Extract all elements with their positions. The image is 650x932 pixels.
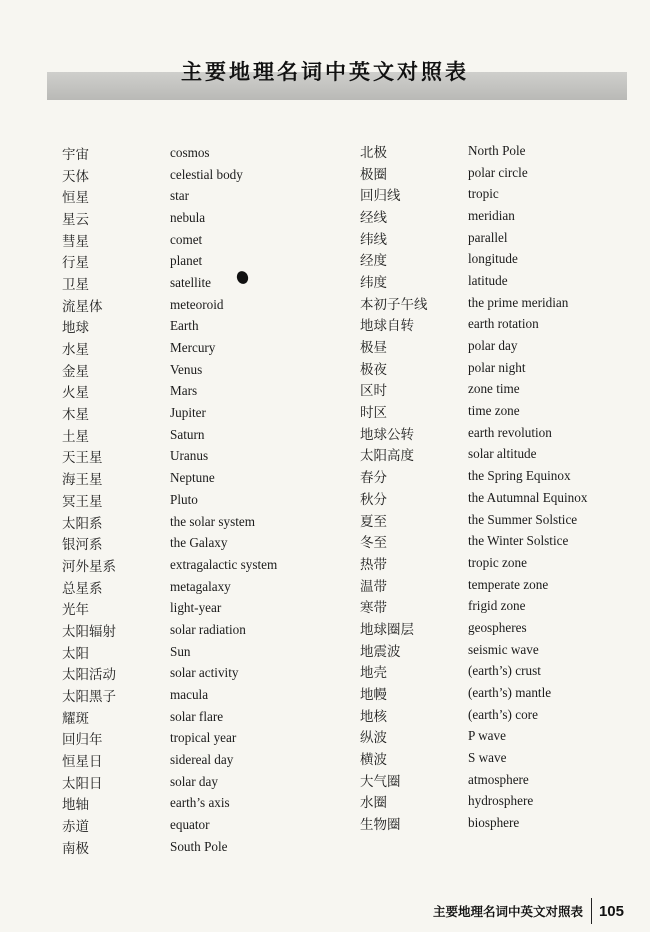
term-chinese: 太阳辐射 (62, 623, 116, 640)
term-english: polar day (468, 338, 518, 354)
term-chinese: 横波 (360, 752, 387, 769)
glossary-row (360, 205, 587, 227)
term-chinese: 星云 (62, 211, 89, 228)
glossary-row (360, 227, 587, 249)
glossary-row (62, 381, 277, 403)
page-number: 105 (598, 902, 624, 920)
term-chinese: 行星 (62, 255, 89, 272)
term-english: (earth’s) mantle (468, 685, 552, 701)
glossary-row (62, 337, 277, 359)
glossary-row (360, 292, 587, 314)
term-chinese: 太阳系 (62, 515, 103, 532)
term-chinese: 恒星 (62, 190, 89, 207)
glossary-row (360, 400, 587, 422)
glossary-row (360, 552, 587, 574)
term-chinese: 太阳活动 (62, 667, 116, 684)
glossary-row (360, 791, 587, 813)
glossary-row (62, 229, 277, 251)
glossary-row (360, 162, 587, 184)
term-chinese: 天体 (62, 168, 89, 185)
term-english: Uranus (170, 448, 209, 464)
glossary-row (62, 641, 277, 663)
glossary-row (360, 465, 587, 487)
term-english: the prime meridian (468, 294, 569, 310)
term-chinese: 地核 (360, 708, 387, 725)
glossary-row (360, 747, 587, 769)
term-english: latitude (468, 272, 508, 288)
term-chinese: 地球公转 (360, 426, 414, 443)
term-english: Jupiter (170, 405, 206, 421)
term-english: zone time (468, 381, 520, 397)
glossary-row (360, 661, 587, 683)
glossary-row (62, 532, 277, 554)
term-english: Pluto (170, 491, 198, 507)
term-chinese: 金星 (62, 363, 89, 380)
term-english: longitude (468, 251, 518, 267)
term-english: earth rotation (468, 316, 539, 332)
term-chinese: 生物圈 (360, 817, 401, 834)
term-english: extragalactic system (170, 556, 278, 572)
term-chinese: 寒带 (360, 600, 387, 617)
term-english: macula (170, 687, 209, 703)
term-chinese: 极夜 (360, 361, 387, 378)
term-chinese: 银河系 (62, 537, 103, 554)
term-chinese: 耀斑 (62, 710, 89, 727)
glossary-row (62, 814, 277, 836)
term-english: cosmos (170, 144, 210, 160)
term-english: Neptune (170, 470, 215, 486)
glossary-row (62, 793, 277, 815)
term-english: geospheres (468, 619, 527, 635)
term-chinese: 太阳日 (62, 775, 103, 792)
glossary-row (360, 530, 587, 552)
term-english: solar day (170, 773, 218, 789)
term-chinese: 水星 (62, 342, 89, 359)
term-chinese: 太阳 (62, 645, 89, 662)
term-chinese: 秋分 (360, 491, 387, 508)
glossary-row (62, 836, 277, 858)
term-chinese: 光年 (62, 602, 89, 619)
term-chinese: 时区 (360, 405, 387, 422)
glossary-row (360, 248, 587, 270)
term-english: hydrosphere (468, 793, 534, 809)
term-english: P wave (468, 728, 506, 744)
term-chinese: 地幔 (360, 687, 387, 704)
glossary-row (360, 574, 587, 596)
term-english: planet (170, 253, 203, 269)
term-english: biosphere (468, 815, 520, 831)
glossary-row (360, 726, 587, 748)
term-chinese: 地球自转 (360, 318, 414, 335)
term-chinese: 经线 (360, 209, 387, 226)
term-english: meridian (468, 207, 515, 223)
term-english: North Pole (468, 142, 526, 158)
term-chinese: 太阳高度 (360, 448, 414, 465)
term-english: tropical year (170, 730, 237, 746)
term-chinese: 大气圈 (360, 773, 401, 790)
term-chinese: 总星系 (62, 580, 103, 597)
glossary-row (62, 684, 277, 706)
term-english: the Winter Solstice (468, 533, 569, 549)
glossary-row (62, 706, 277, 728)
term-chinese: 赤道 (62, 819, 89, 836)
term-english: solar radiation (170, 621, 246, 637)
glossary-row (62, 467, 277, 489)
glossary-row (62, 250, 277, 272)
term-english: the solar system (170, 513, 255, 529)
term-english: solar flare (170, 708, 224, 724)
term-chinese: 流星体 (62, 298, 103, 315)
term-chinese: 木星 (62, 407, 89, 424)
term-english: comet (170, 231, 203, 247)
glossary-row (62, 576, 277, 598)
glossary-row (62, 663, 277, 685)
glossary-row (360, 140, 587, 162)
glossary-row (360, 617, 587, 639)
term-english: frigid zone (468, 598, 526, 614)
glossary-row (62, 619, 277, 641)
running-title: 主要地理名词中英文对照表 (432, 904, 583, 919)
term-english: meteoroid (170, 296, 224, 312)
glossary-row (62, 597, 277, 619)
glossary-row (360, 314, 587, 336)
term-chinese: 太阳黑子 (62, 689, 116, 706)
term-chinese: 卫星 (62, 276, 89, 293)
term-english: parallel (468, 229, 508, 245)
term-english: sidereal day (170, 752, 234, 768)
term-chinese: 北极 (360, 144, 387, 161)
glossary-row (360, 270, 587, 292)
term-english: Sun (170, 643, 191, 659)
glossary-row (62, 402, 277, 424)
term-english: the Galaxy (170, 535, 228, 551)
glossary-row (62, 511, 277, 533)
term-chinese: 纵波 (360, 730, 387, 747)
term-english: Mars (170, 383, 198, 399)
glossary-row (62, 424, 277, 446)
glossary-row (360, 639, 587, 661)
term-english: solar altitude (468, 446, 537, 462)
glossary-row (62, 489, 277, 511)
term-english: temperate zone (468, 576, 549, 592)
glossary-row (62, 359, 277, 381)
term-chinese: 水圈 (360, 795, 387, 812)
term-english: Saturn (170, 426, 205, 442)
glossary-row (360, 183, 587, 205)
term-english: (earth’s) core (468, 706, 538, 722)
glossary-row (62, 749, 277, 771)
term-english: polar circle (468, 164, 528, 180)
term-english: Earth (170, 318, 199, 334)
term-chinese: 宇宙 (62, 146, 89, 163)
page-footer (433, 898, 624, 924)
glossary-row (62, 207, 277, 229)
term-chinese: 温带 (360, 578, 387, 595)
term-chinese: 经度 (360, 253, 387, 270)
term-english: the Autumnal Equinox (468, 489, 588, 505)
glossary-column-right (360, 140, 587, 834)
term-chinese: 南极 (62, 840, 89, 857)
term-chinese: 热带 (360, 556, 387, 573)
term-english: equator (170, 817, 210, 833)
term-english: earth revolution (468, 424, 552, 440)
glossary-row (360, 357, 587, 379)
term-english: star (170, 188, 190, 204)
term-english: S wave (468, 750, 507, 766)
glossary-row (62, 554, 277, 576)
term-english: atmosphere (468, 771, 529, 787)
term-english: metagalaxy (170, 578, 231, 594)
term-chinese: 极昼 (360, 340, 387, 357)
term-chinese: 地壳 (360, 665, 387, 682)
term-chinese: 区时 (360, 383, 387, 400)
glossary-row (360, 422, 587, 444)
glossary-row (360, 595, 587, 617)
term-english: polar night (468, 359, 526, 375)
glossary-row (360, 444, 587, 466)
term-chinese: 土星 (62, 428, 89, 445)
glossary-row (360, 379, 587, 401)
term-english: the Spring Equinox (468, 468, 571, 484)
glossary-row (62, 316, 277, 338)
glossary-row (62, 294, 277, 316)
term-chinese: 回归线 (360, 188, 401, 205)
term-english: seismic wave (468, 641, 539, 657)
term-english: (earth’s) crust (468, 663, 541, 679)
term-chinese: 本初子午线 (360, 296, 428, 313)
glossary-row (62, 142, 277, 164)
term-chinese: 纬度 (360, 274, 387, 291)
term-chinese: 海王星 (62, 472, 103, 489)
term-chinese: 火星 (62, 385, 89, 402)
term-english: solar activity (170, 665, 239, 681)
term-english: time zone (468, 403, 520, 419)
glossary-row (62, 728, 277, 750)
term-english: Mercury (170, 340, 216, 356)
glossary-row (360, 704, 587, 726)
term-chinese: 地轴 (62, 797, 89, 814)
term-english: South Pole (170, 838, 228, 854)
term-english: the Summer Solstice (468, 511, 578, 527)
glossary-row (360, 487, 587, 509)
glossary-row (62, 771, 277, 793)
glossary-column-left (62, 142, 277, 858)
term-chinese: 极圈 (360, 166, 387, 183)
term-english: Venus (170, 361, 203, 377)
term-chinese: 地震波 (360, 643, 401, 660)
term-chinese: 河外星系 (62, 558, 116, 575)
term-chinese: 彗星 (62, 233, 89, 250)
page-title: 主要地理名词中英文对照表 (181, 59, 469, 84)
term-chinese: 天王星 (62, 450, 103, 467)
term-english: light-year (170, 600, 222, 616)
glossary-row (62, 185, 277, 207)
term-chinese: 冬至 (360, 535, 387, 552)
glossary-row (360, 812, 587, 834)
glossary-row (360, 335, 587, 357)
term-chinese: 纬线 (360, 231, 387, 248)
term-chinese: 回归年 (62, 732, 103, 749)
glossary-row (360, 509, 587, 531)
glossary-row (360, 682, 587, 704)
term-chinese: 地球圈层 (360, 621, 414, 638)
term-english: earth’s axis (170, 795, 230, 811)
glossary-row (62, 446, 277, 468)
term-chinese: 冥王星 (62, 493, 103, 510)
term-english: celestial body (170, 166, 243, 182)
term-chinese: 夏至 (360, 513, 387, 530)
term-chinese: 恒星日 (62, 754, 103, 771)
glossary-row (62, 164, 277, 186)
footer-divider (591, 898, 592, 924)
term-english: tropic (468, 186, 499, 202)
term-english: satellite (170, 274, 212, 290)
glossary-row (360, 769, 587, 791)
term-english: tropic zone (468, 554, 527, 570)
term-chinese: 春分 (360, 470, 387, 487)
term-chinese: 地球 (62, 320, 89, 337)
term-english: nebula (170, 209, 206, 225)
